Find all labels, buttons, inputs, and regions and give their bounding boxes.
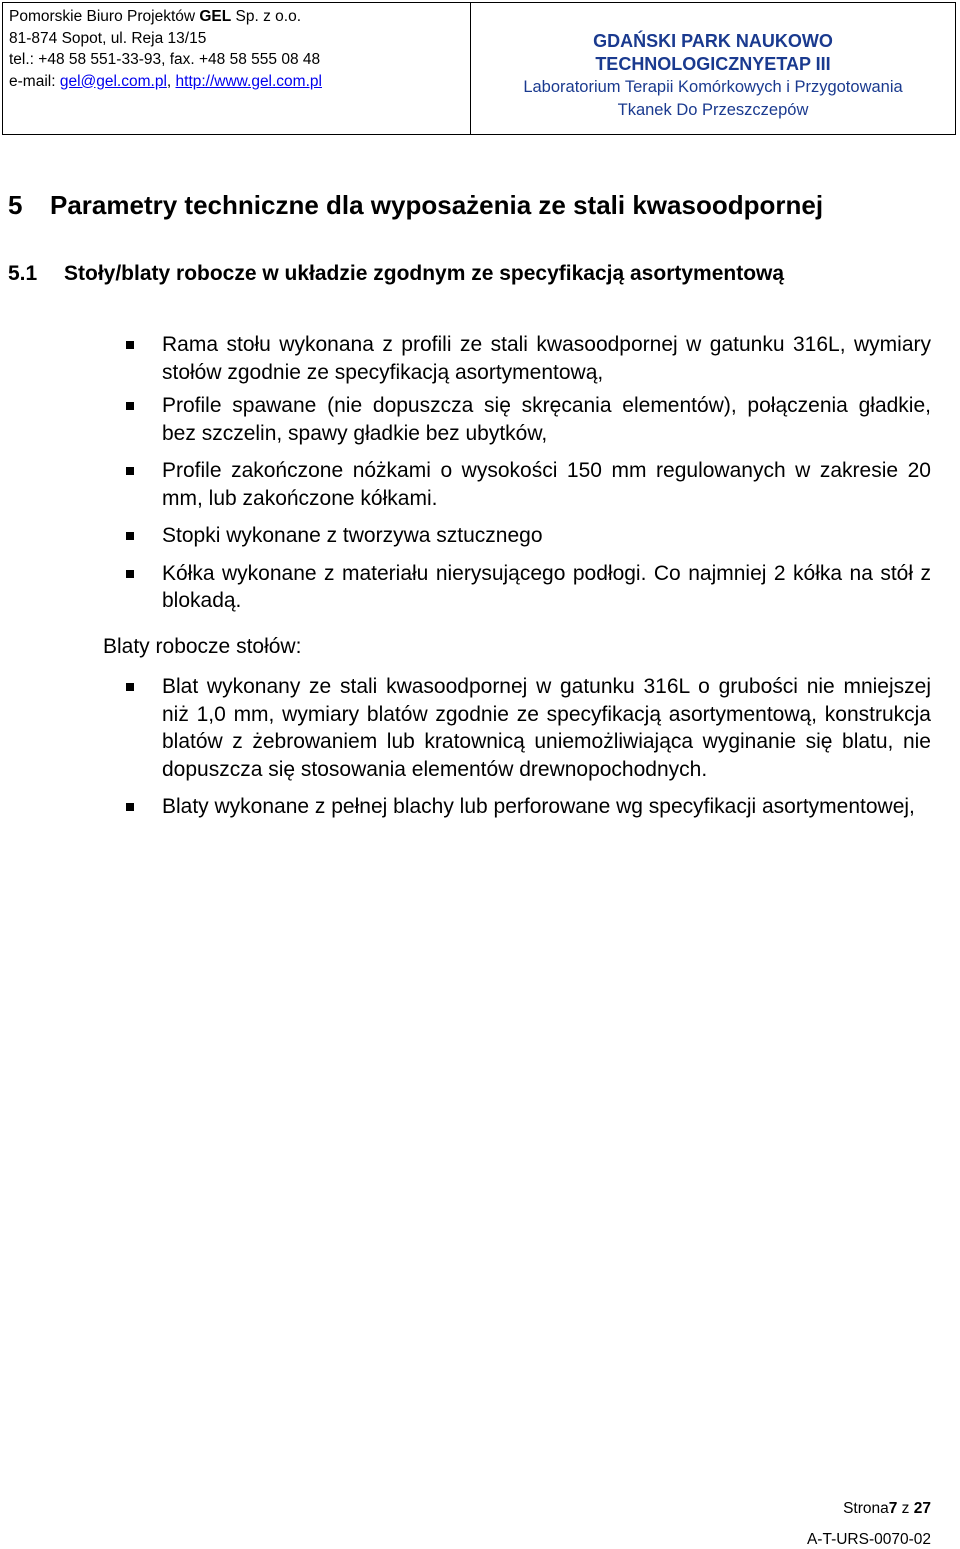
square-bullet-icon: [126, 570, 134, 578]
worktop-spec-list: [0, 673, 960, 821]
section-number: 5: [8, 190, 23, 220]
subsection-title: Stoły/blaty robocze w układzie zgodnym ze specyfikacją asortymentową: [64, 262, 785, 285]
square-bullet-icon: [126, 532, 134, 540]
project-title-line1: GDAŃSKI PARK NAUKOWO: [593, 31, 833, 51]
square-bullet-icon: [126, 803, 134, 811]
worktops-label: Blaty robocze stołów:: [103, 635, 302, 658]
project-subtitle-line2: Tkanek Do Przeszczepów: [617, 101, 809, 119]
project-info: [471, 3, 955, 134]
section-title: Parametry techniczne dla wyposażenia ze stali kwasoodpornej: [50, 190, 824, 220]
company-address: 81-874 Sopot, ul. Reja 13/15: [9, 29, 207, 47]
company-info: [3, 3, 471, 134]
document-header: [2, 2, 956, 135]
subsection-number: 5.1: [8, 262, 38, 285]
square-bullet-icon: [126, 683, 134, 691]
list-item: Profile spawane (nie dopuszcza się skręcania elementów), połączenia gładkie, bez szczelin, spawy gładkie bez ubytków,: [0, 392, 960, 447]
section-heading: [8, 190, 823, 221]
company-phone: tel.: +48 58 551-33-93, fax. +48 58 555 08 48: [9, 51, 321, 68]
company-name: Pomorskie Biuro Projektów GEL Sp. z o.o.: [9, 8, 302, 25]
page-number: Strona7 z 27: [843, 1500, 931, 1517]
square-bullet-icon: [126, 402, 134, 410]
document-code: A-T-URS-0070-02: [806, 1531, 931, 1548]
subsection-heading: [8, 262, 784, 286]
project-subtitle-line1: Laboratorium Terapii Komórkowych i Przygotowania: [523, 78, 903, 96]
list-item: Blaty wykonane z pełnej blachy lub perforowane wg specyfikacji asortymentowej,: [0, 793, 960, 821]
frame-spec-list: [0, 331, 960, 615]
square-bullet-icon: [126, 341, 134, 349]
list-item: Blat wykonany ze stali kwasoodpornej w gatunku 316L o grubości nie mniejszej niż 1,0 mm, wymiary blatów zgodnie ze specyfikacją asortymentową, konstrukcja blatów z żebrowaniem lub kratownicą uniemożliwiająca wyginanie się blatu, nie dopuszcza się stosowania elementów drewnopochodnych.: [0, 673, 960, 783]
company-contact: e-mail: gel@gel.com.pl, http://www.gel.com.pl: [9, 72, 322, 90]
square-bullet-icon: [126, 467, 134, 475]
list-item: Profile zakończone nóżkami o wysokości 150 mm regulowanych w zakresie 20 mm, lub zakończone kółkami.: [0, 457, 960, 512]
list-item: Rama stołu wykonana z profili ze stali kwasoodpornej w gatunku 316L, wymiary stołów zgodnie ze specyfikacją asortymentową,: [0, 331, 960, 386]
list-item: Stopki wykonane z tworzywa sztucznego: [0, 522, 960, 550]
email-link[interactable]: gel@gel.com.pl: [59, 72, 167, 90]
website-link[interactable]: http://www.gel.com.pl: [175, 72, 322, 90]
list-item: Kółka wykonane z materiału nierysującego podłogi. Co najmniej 2 kółka na stół z blokadą.: [0, 560, 960, 615]
project-title-line2: TECHNOLOGICZNYETAP III: [595, 54, 831, 74]
